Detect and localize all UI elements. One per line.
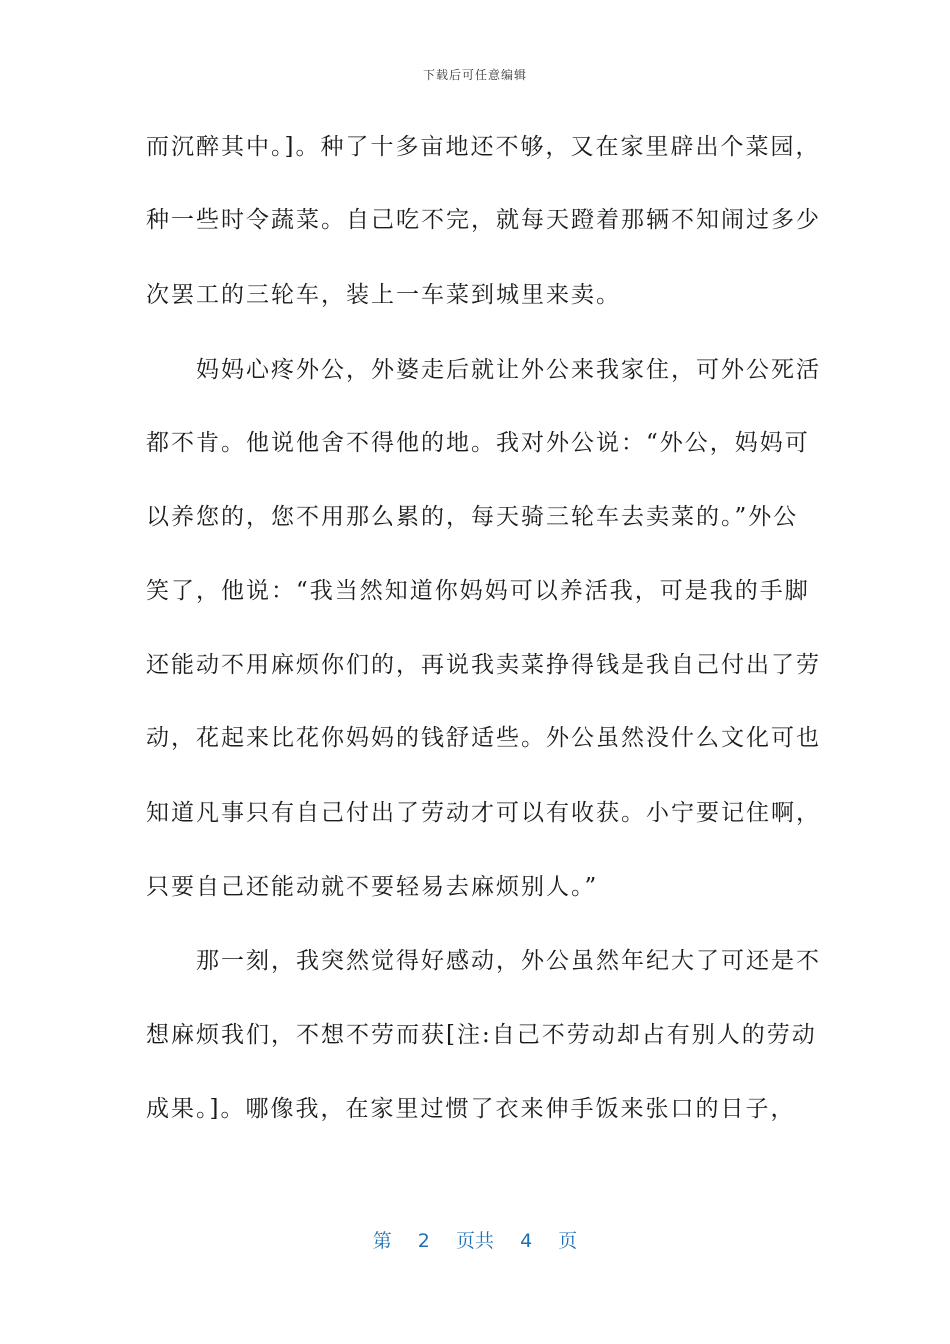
text-line: 还能动不用麻烦你们的，再说我卖菜挣得钱是我自己付出了劳 [146,652,821,678]
text-line: 以养您的，您不用那么累的，每天骑三轮车去卖菜的。”外公 [146,504,799,530]
text-line: 成果。]。哪像我，在家里过惯了衣来伸手饭来张口的日子， [146,1096,796,1122]
text-line: 那一刻，我突然觉得好感动，外公虽然年纪大了可还是不 [146,948,821,974]
current-page-number: 2 [417,1230,430,1252]
text-line: 次罢工的三轮车，装上一车菜到城里来卖。 [146,282,621,308]
text-line: 笑了，他说：“我当然知道你妈妈可以养活我，可是我的手脚 [146,578,810,604]
page-header: 下载后可任意编辑 [422,68,527,82]
text-line: 想麻烦我们，不想不劳而获[注:自己不劳动却占有别人的劳动 [146,1022,817,1048]
text-line: 都不肯。他说他舍不得他的地。我对外公说：“外公，妈妈可 [146,430,810,456]
text-line: 种一些时令蔬菜。自己吃不完，就每天蹬着那辆不知闹过多少 [146,207,821,233]
total-page-count: 4 [520,1230,533,1252]
text-line: 只要自己还能动就不要轻易去麻烦别人。” [146,874,599,900]
footer-suffix: 页 [558,1230,578,1252]
text-line: 而沉醉其中。]。种了十多亩地还不够，又在家里辟出个菜园， [146,134,821,160]
page-footer [0,1226,950,1253]
text-line: 动，花起来比花你妈妈的钱舒适些。外公虽然没什么文化可也 [146,725,821,751]
footer-prefix: 第 [372,1230,392,1252]
footer-middle: 页共 [455,1230,494,1252]
text-line: 妈妈心疼外公，外婆走后就让外公来我家住，可外公死活 [146,357,821,383]
text-line: 知道凡事只有自己付出了劳动才可以有收获。小宁要记住啊， [146,800,821,826]
